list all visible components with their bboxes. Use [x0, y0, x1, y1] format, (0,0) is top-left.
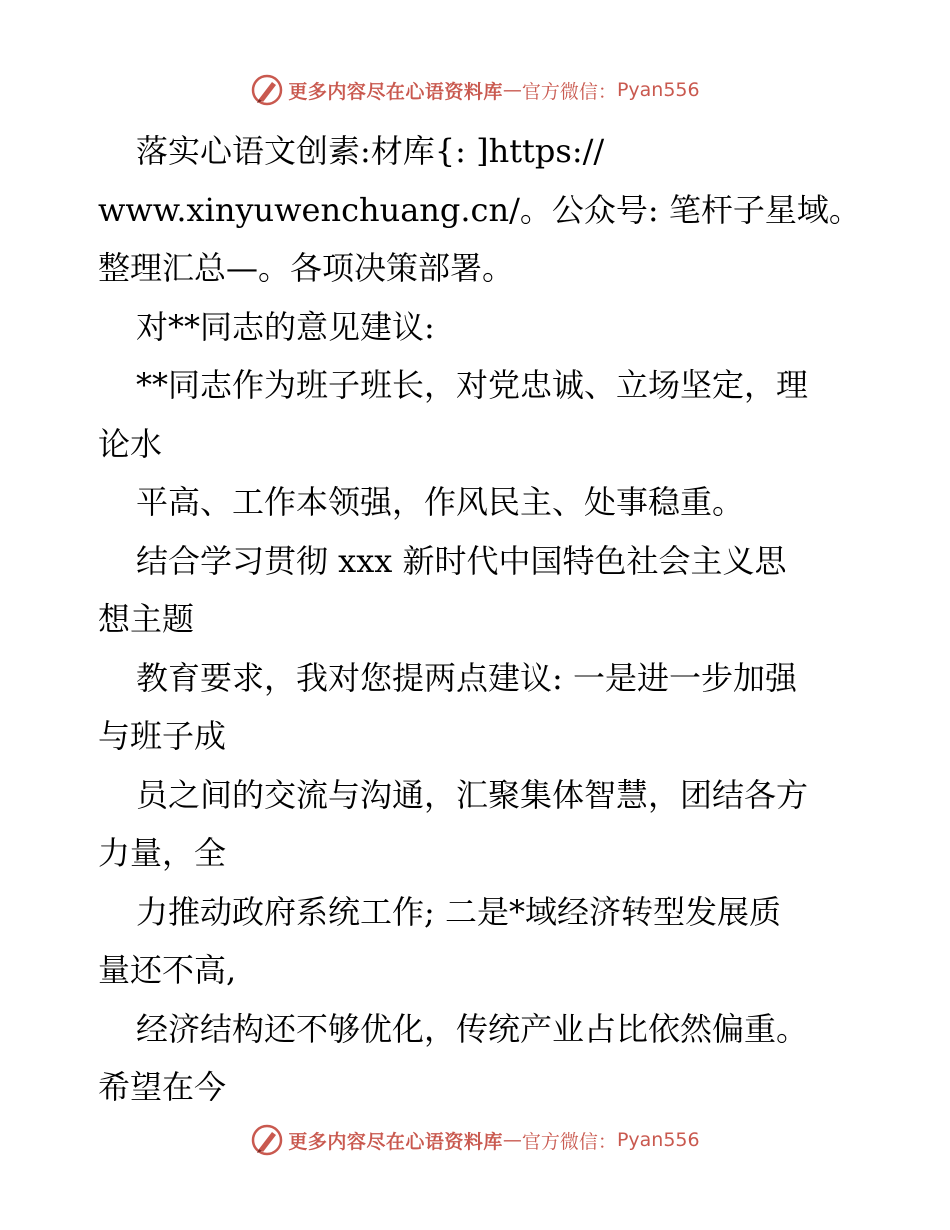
text-line: 结合学习贯彻 xxx 新时代中国特色社会主义思 — [136, 541, 787, 580]
pen-logo-icon — [250, 1123, 284, 1157]
text-line: 对**同志的意见建议: — [136, 307, 435, 346]
footer-banner-separator: — — [502, 1129, 522, 1151]
text-line: 论水 — [98, 424, 163, 463]
text-line: 落实心语文创素:材库{: ]https:// — [136, 132, 605, 170]
footer-banner — [0, 1120, 950, 1160]
text-line: 员之间的交流与沟通，汇聚集体智慧，团结各方 — [136, 775, 809, 814]
header-banner-wechat-label: 官方微信： — [521, 80, 617, 103]
text-line: 希望在今 — [98, 1068, 227, 1106]
pen-logo-icon — [250, 73, 284, 107]
text-line: 经济结构还不够优化，传统产业占比依然偏重。 — [136, 1009, 809, 1048]
text-line: **同志作为班子班长，对党忠诚、立场坚定，理 — [136, 366, 809, 404]
text-line: 力推动政府系统工作; 二是*域经济转型发展质 — [136, 892, 781, 931]
text-line: 平高、工作本领强，作风民主、处事稳重。 — [136, 483, 745, 521]
text-line: 整理汇总—。各项决策部署。 — [98, 249, 515, 287]
header-banner — [0, 70, 950, 110]
text-line: 教育要求，我对您提两点建议: 一是进一步加强 — [136, 658, 797, 697]
header-banner-separator: — — [502, 79, 522, 101]
header-banner-title: 更多内容尽在心语资料库 — [288, 80, 503, 103]
footer-banner-title: 更多内容尽在心语资料库 — [288, 1130, 503, 1153]
text-line: 想主题 — [98, 600, 195, 638]
text-line: 与班子成 — [98, 717, 227, 755]
header-banner-wechat-id: Pyan556 — [616, 79, 700, 101]
document-body — [98, 122, 861, 1117]
text-line: www.xinyuwenchuang.cn/。公众号: 笔杆子星域。 — [98, 190, 861, 229]
text-line: 力量，全 — [98, 834, 227, 872]
footer-banner-wechat-id: Pyan556 — [616, 1129, 700, 1151]
text-line: 量还不高, — [98, 951, 237, 989]
footer-banner-wechat-label: 官方微信： — [521, 1130, 617, 1153]
